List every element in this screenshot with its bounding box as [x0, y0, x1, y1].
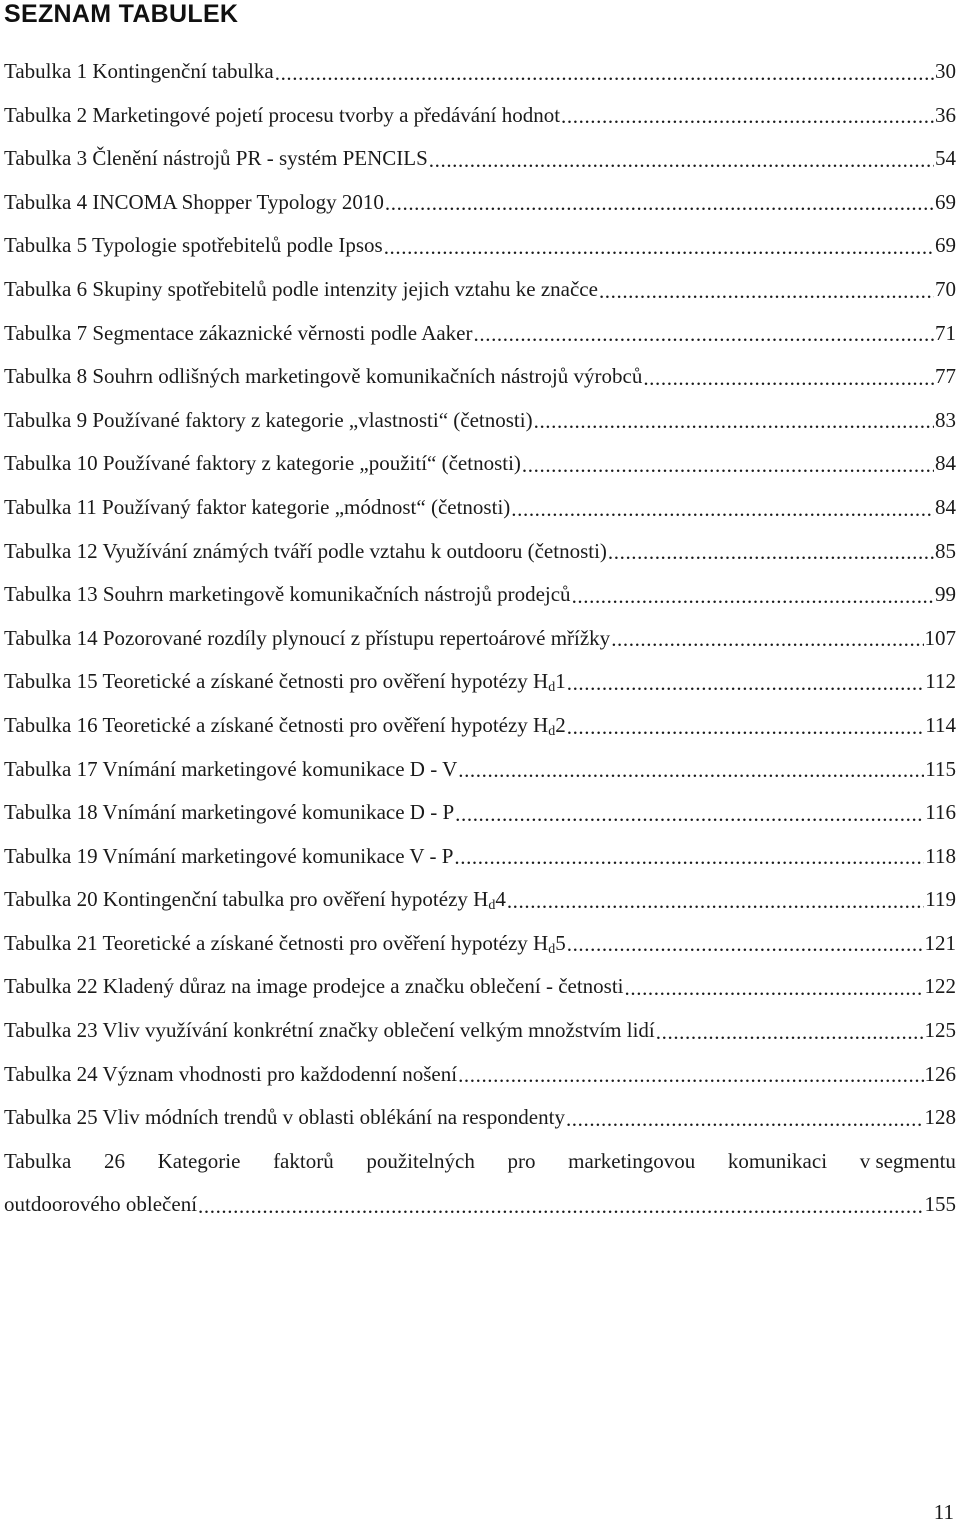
dot-leader [561, 94, 934, 138]
toc-page-number: 83 [935, 407, 956, 432]
toc-page-number: 99 [935, 582, 956, 607]
toc-entry[interactable] [4, 94, 956, 138]
toc-entry[interactable] [4, 530, 956, 574]
toc-entry-label: Tabulka 21 Teoretické a získané četnosti pro ověření hypotézy $H_d5$ [4, 930, 566, 957]
toc-page-number: 36 [935, 102, 956, 127]
toc-entry[interactable] [4, 791, 956, 835]
toc-entry-label: Tabulka 25 Vliv módních trendů v oblasti oblékání na respondenty [4, 1105, 565, 1130]
toc-entry-label: Tabulka 4 INCOMA Shopper Typology 2010 [4, 189, 384, 214]
toc-page-number: 71 [935, 320, 956, 345]
toc-page-number: 107 [924, 625, 956, 650]
dot-leader [643, 355, 934, 399]
toc-entry[interactable] [4, 704, 956, 748]
toc-entry[interactable] [4, 1183, 956, 1227]
toc-page-number: 115 [925, 756, 956, 781]
toc-entry-label: Tabulka 5 Typologie spotřebitelů podle Ipsos [4, 233, 383, 258]
toc-entry-label: Tabulka 3 Členění nástrojů PR - systém PENCILS [4, 146, 428, 171]
toc-entry-label: Tabulka 8 Souhrn odlišných marketingově komunikačních nástrojů výrobců [4, 364, 643, 389]
dot-leader [384, 224, 934, 268]
toc-entry-label: Tabulka 17 Vnímání marketingové komunikace D - V [4, 756, 458, 781]
dot-leader [608, 530, 934, 574]
toc-page-number: 114 [925, 712, 956, 737]
dot-leader [625, 965, 924, 1009]
toc-entry-label: Tabulka 20 Kontingenční tabulka pro ověření hypotézy $H_d4$ [4, 887, 506, 914]
toc-entry-label: Tabulka 14 Pozorované rozdíly plynoucí z přístupu repertoárové mřížky [4, 625, 611, 650]
toc-page-number: 122 [924, 974, 956, 999]
toc-entry-label: Tabulka 9 Používané faktory z kategorie „vlastnosti“ (četnosti) [4, 407, 533, 432]
dot-leader [511, 486, 934, 530]
toc-entry[interactable] [4, 660, 956, 704]
toc-page-number: 84 [935, 451, 956, 476]
toc-entry-label: Tabulka 15 Teoretické a získané četnosti pro ověření hypotézy $H_d1$ [4, 669, 566, 696]
page-title: SEZNAM TABULEK [4, 0, 239, 28]
toc-page-number: 70 [935, 276, 956, 301]
toc-entry-label: Tabulka 24 Význam vhodnosti pro každodenní nošení [4, 1061, 458, 1086]
dot-leader [599, 268, 934, 312]
dot-leader [572, 573, 934, 617]
toc-page-number: 54 [935, 146, 956, 171]
dot-leader [566, 1096, 924, 1140]
dot-leader [534, 399, 934, 443]
dot-leader [567, 704, 925, 748]
dot-leader [474, 312, 934, 356]
toc-entry-label: Tabulka 16 Teoretické a získané četnosti pro ověření hypotézy $H_d2$ [4, 712, 566, 739]
toc-page-number: 118 [925, 843, 956, 868]
toc-entry-label: Tabulka 13 Souhrn marketingově komunikačních nástrojů prodejců [4, 582, 571, 607]
dot-leader [522, 442, 934, 486]
toc-entry[interactable] [4, 1053, 956, 1097]
dot-leader [458, 1053, 923, 1097]
toc-page-number: 69 [935, 233, 956, 258]
toc-entry[interactable] [4, 268, 956, 312]
dot-leader [429, 137, 934, 181]
toc-page-number: 69 [935, 189, 956, 214]
toc-entry[interactable] [4, 1009, 956, 1053]
toc-page-number: 30 [935, 59, 956, 83]
toc-entry[interactable] [4, 355, 956, 399]
toc-entry[interactable] [4, 224, 956, 268]
toc-page-number: 116 [925, 800, 956, 825]
toc-entry-label: Tabulka 23 Vliv využívání konkrétní značky oblečení velkým množstvím lidí [4, 1018, 655, 1043]
dot-leader [567, 922, 924, 966]
table-of-contents [4, 50, 956, 1227]
dot-leader [198, 1183, 923, 1227]
toc-entry-label: Tabulka 11 Používaný faktor kategorie „módnost“ (četnosti) [4, 494, 511, 519]
toc-entry-label: Tabulka 10 Používané faktory z kategorie „použití“ (četnosti) [4, 451, 521, 476]
toc-page-number: 84 [935, 494, 956, 519]
toc-entry-label: Tabulka 6 Skupiny spotřebitelů podle intenzity jejich vztahu ke značce [4, 276, 598, 301]
toc-entry[interactable] [4, 442, 956, 486]
toc-entry-label: Tabulka 22 Kladený důraz na image prodejce a značku oblečení - četnosti [4, 974, 624, 999]
dot-leader [385, 181, 934, 225]
toc-entry[interactable] [4, 312, 956, 356]
dot-leader [275, 50, 934, 94]
toc-entry-label: outdoorového oblečení [4, 1192, 198, 1217]
dot-leader [455, 791, 924, 835]
toc-entry-label: Tabulka 12 Využívání známých tváří podle vztahu k outdooru (četnosti) [4, 538, 607, 563]
toc-page-number: 119 [925, 887, 956, 912]
toc-entry[interactable] [4, 1096, 956, 1140]
toc-entry-label: Tabulka 26 Kategorie faktorů použitelných pro marketingovou komunikaci v segmentu [4, 1148, 956, 1173]
toc-entry[interactable] [4, 748, 956, 792]
toc-page-number: 85 [935, 538, 956, 563]
toc-entry[interactable] [4, 835, 956, 879]
dot-leader [656, 1009, 924, 1053]
toc-entry[interactable] [4, 617, 956, 661]
dot-leader [458, 748, 924, 792]
dot-leader [567, 660, 925, 704]
toc-entry-label: Tabulka 19 Vnímání marketingové komunikace V - P [4, 843, 454, 868]
page-number: 11 [933, 1500, 954, 1524]
toc-entry[interactable] [4, 965, 956, 1009]
toc-page-number: 155 [924, 1192, 956, 1217]
toc-entry-label: Tabulka 2 Marketingové pojetí procesu tvorby a předávání hodnot [4, 102, 561, 127]
toc-entry[interactable] [4, 399, 956, 443]
dot-leader [454, 835, 924, 879]
toc-entry-line [4, 1140, 956, 1184]
toc-page-number: 121 [924, 930, 956, 955]
toc-entry[interactable] [4, 486, 956, 530]
toc-entry-label: Tabulka 7 Segmentace zákaznické věrnosti podle Aaker [4, 320, 473, 345]
toc-page-number: 77 [935, 364, 956, 389]
toc-page-number: 126 [924, 1061, 956, 1086]
toc-page-number: 128 [924, 1105, 956, 1130]
toc-entry[interactable] [4, 50, 956, 94]
toc-entry[interactable] [4, 878, 956, 922]
toc-entry-label: Tabulka 18 Vnímání marketingové komunikace D - P [4, 800, 455, 825]
toc-entry[interactable] [4, 922, 956, 966]
toc-entry-label: Tabulka 1 Kontingenční tabulka [4, 59, 274, 83]
toc-entry[interactable] [4, 181, 956, 225]
dot-leader [611, 617, 923, 661]
toc-entry[interactable] [4, 137, 956, 181]
dot-leader [507, 878, 924, 922]
toc-entry[interactable] [4, 573, 956, 617]
toc-page-number: 112 [925, 669, 956, 694]
toc-page-number: 125 [924, 1018, 956, 1043]
